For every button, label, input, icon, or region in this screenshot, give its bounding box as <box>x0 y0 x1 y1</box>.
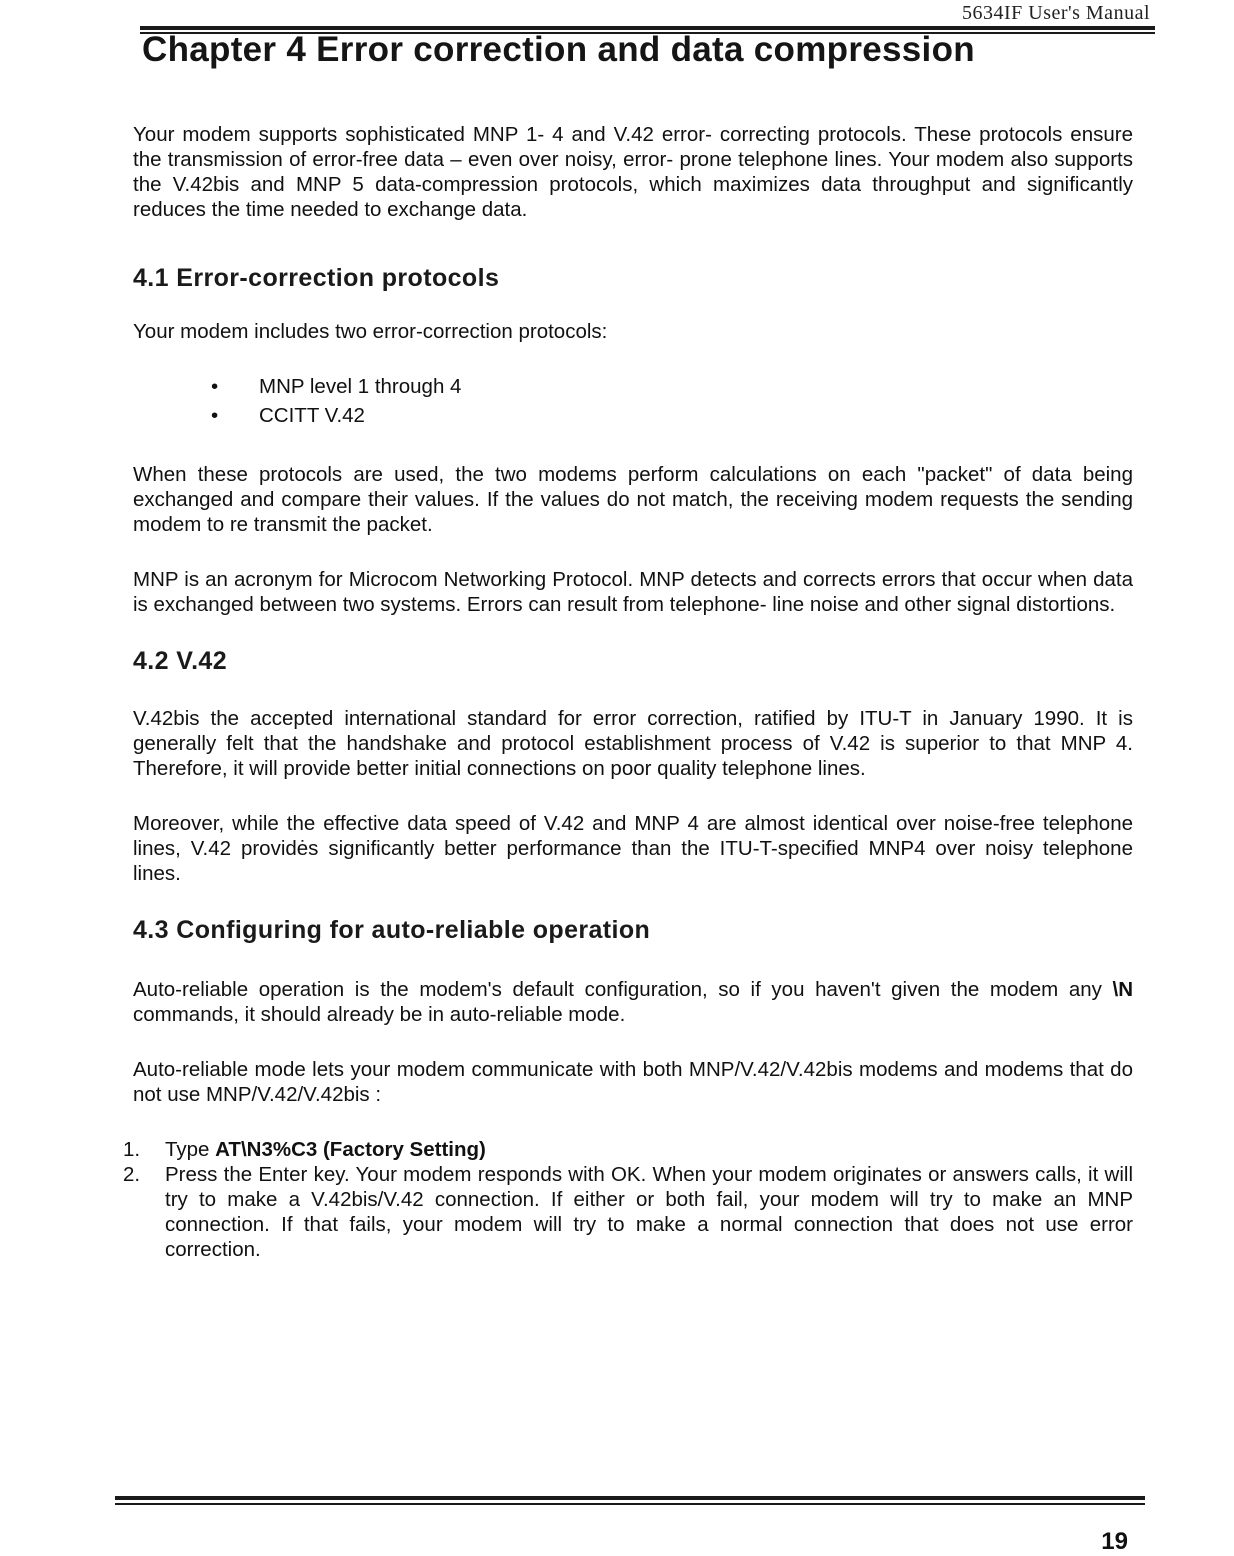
section-4-3-heading: 4.3 Configuring for auto-reliable operation <box>133 916 651 944</box>
auto-reliable-mode-paragraph: Auto-reliable mode lets your modem communicate with both MNP/V.42/V.42bis modems and modems that do not use MNP/V.42/V.42bis : <box>133 1058 1133 1106</box>
bullet-icon: • <box>211 404 219 427</box>
footer-rule <box>115 1496 1145 1500</box>
packet-paragraph: When these protocols are used, the two modems perform calculations on each "packet" of data being exchanged and compare their values. If the values do not match, the receiving modem requests the sending modem to re transmit the packet. <box>133 463 1133 536</box>
section-4-1-lead: Your modem includes two error-correction protocols: <box>133 320 608 343</box>
auto-reliable-text-start: Auto-reliable operation is the modem's default configuration, so if you haven't given the modem any <box>133 978 1113 1001</box>
bullet-icon: • <box>211 375 219 398</box>
section-4-2-heading: 4.2 V.42 <box>133 647 228 675</box>
list-item-text: CCITT V.42 <box>259 404 365 427</box>
page-number: 19 <box>1101 1528 1128 1555</box>
section-4-1-heading: 4.1 Error-correction protocols <box>133 264 500 292</box>
list-item <box>123 1137 1133 1162</box>
n-command: \N <box>1112 978 1133 1001</box>
step-prefix: Type <box>165 1138 216 1161</box>
step-text: Press the Enter key. Your modem responds with OK. When your modem originates or answers calls, it will try to make a V.42bis/V.42 connection. If either or both fail, your modem will try to make an MNP connection. If that fails, your modem will try to make a normal connection that does not use error correction. <box>165 1163 1133 1261</box>
step-number: 2. <box>123 1163 141 1186</box>
list-item <box>211 372 1133 401</box>
running-header: 5634IF User's Manual <box>961 2 1150 24</box>
step-number: 1. <box>123 1138 141 1161</box>
mnp-paragraph: MNP is an acronym for Microcom Networking Protocol. MNP detects and corrects errors that occur when data is exchanged between two systems. Errors can result from telephone- line noise and other signal distortions. <box>133 568 1133 616</box>
protocol-list <box>133 372 1133 430</box>
steps-list <box>123 1137 1133 1262</box>
chapter-title: Chapter 4 Error correction and data compression <box>142 30 975 69</box>
page-content <box>123 122 1133 1262</box>
auto-reliable-paragraph <box>133 977 1133 1027</box>
list-item <box>123 1162 1133 1262</box>
list-item <box>211 401 1133 430</box>
v42-paragraph: V.42bis the accepted international standard for error correction, ratified by ITU-T in January 1990. It is generally felt that the handshake and protocol establishment process of V.42 is superior to that MNP 4. Therefore, it will provide better initial connections on poor quality telephone lines. <box>133 707 1133 780</box>
speed-paragraph: Moreover, while the effective data speed of V.42 and MNP 4 are almost identical over noise-free telephone lines, V.42 providės significantly better performance than the ITU-T-specified MNP4 over noisy telephone lines. <box>133 812 1133 885</box>
footer-rule-thin <box>115 1503 1145 1505</box>
list-item-text: MNP level 1 through 4 <box>259 375 462 398</box>
step-command: AT\N3%C3 (Factory Setting) <box>215 1138 486 1161</box>
auto-reliable-text-end: commands, it should already be in auto-reliable mode. <box>133 1003 626 1026</box>
intro-paragraph: Your modem supports sophisticated MNP 1- 4 and V.42 error- correcting protocols. These protocols ensure the transmission of error-free data – even over noisy, error- prone telephone lines. Your modem also supports the V.42bis and MNP 5 data-compression protocols, which maximizes data throughput and significantly reduces the time needed to exchange data. <box>133 123 1133 221</box>
